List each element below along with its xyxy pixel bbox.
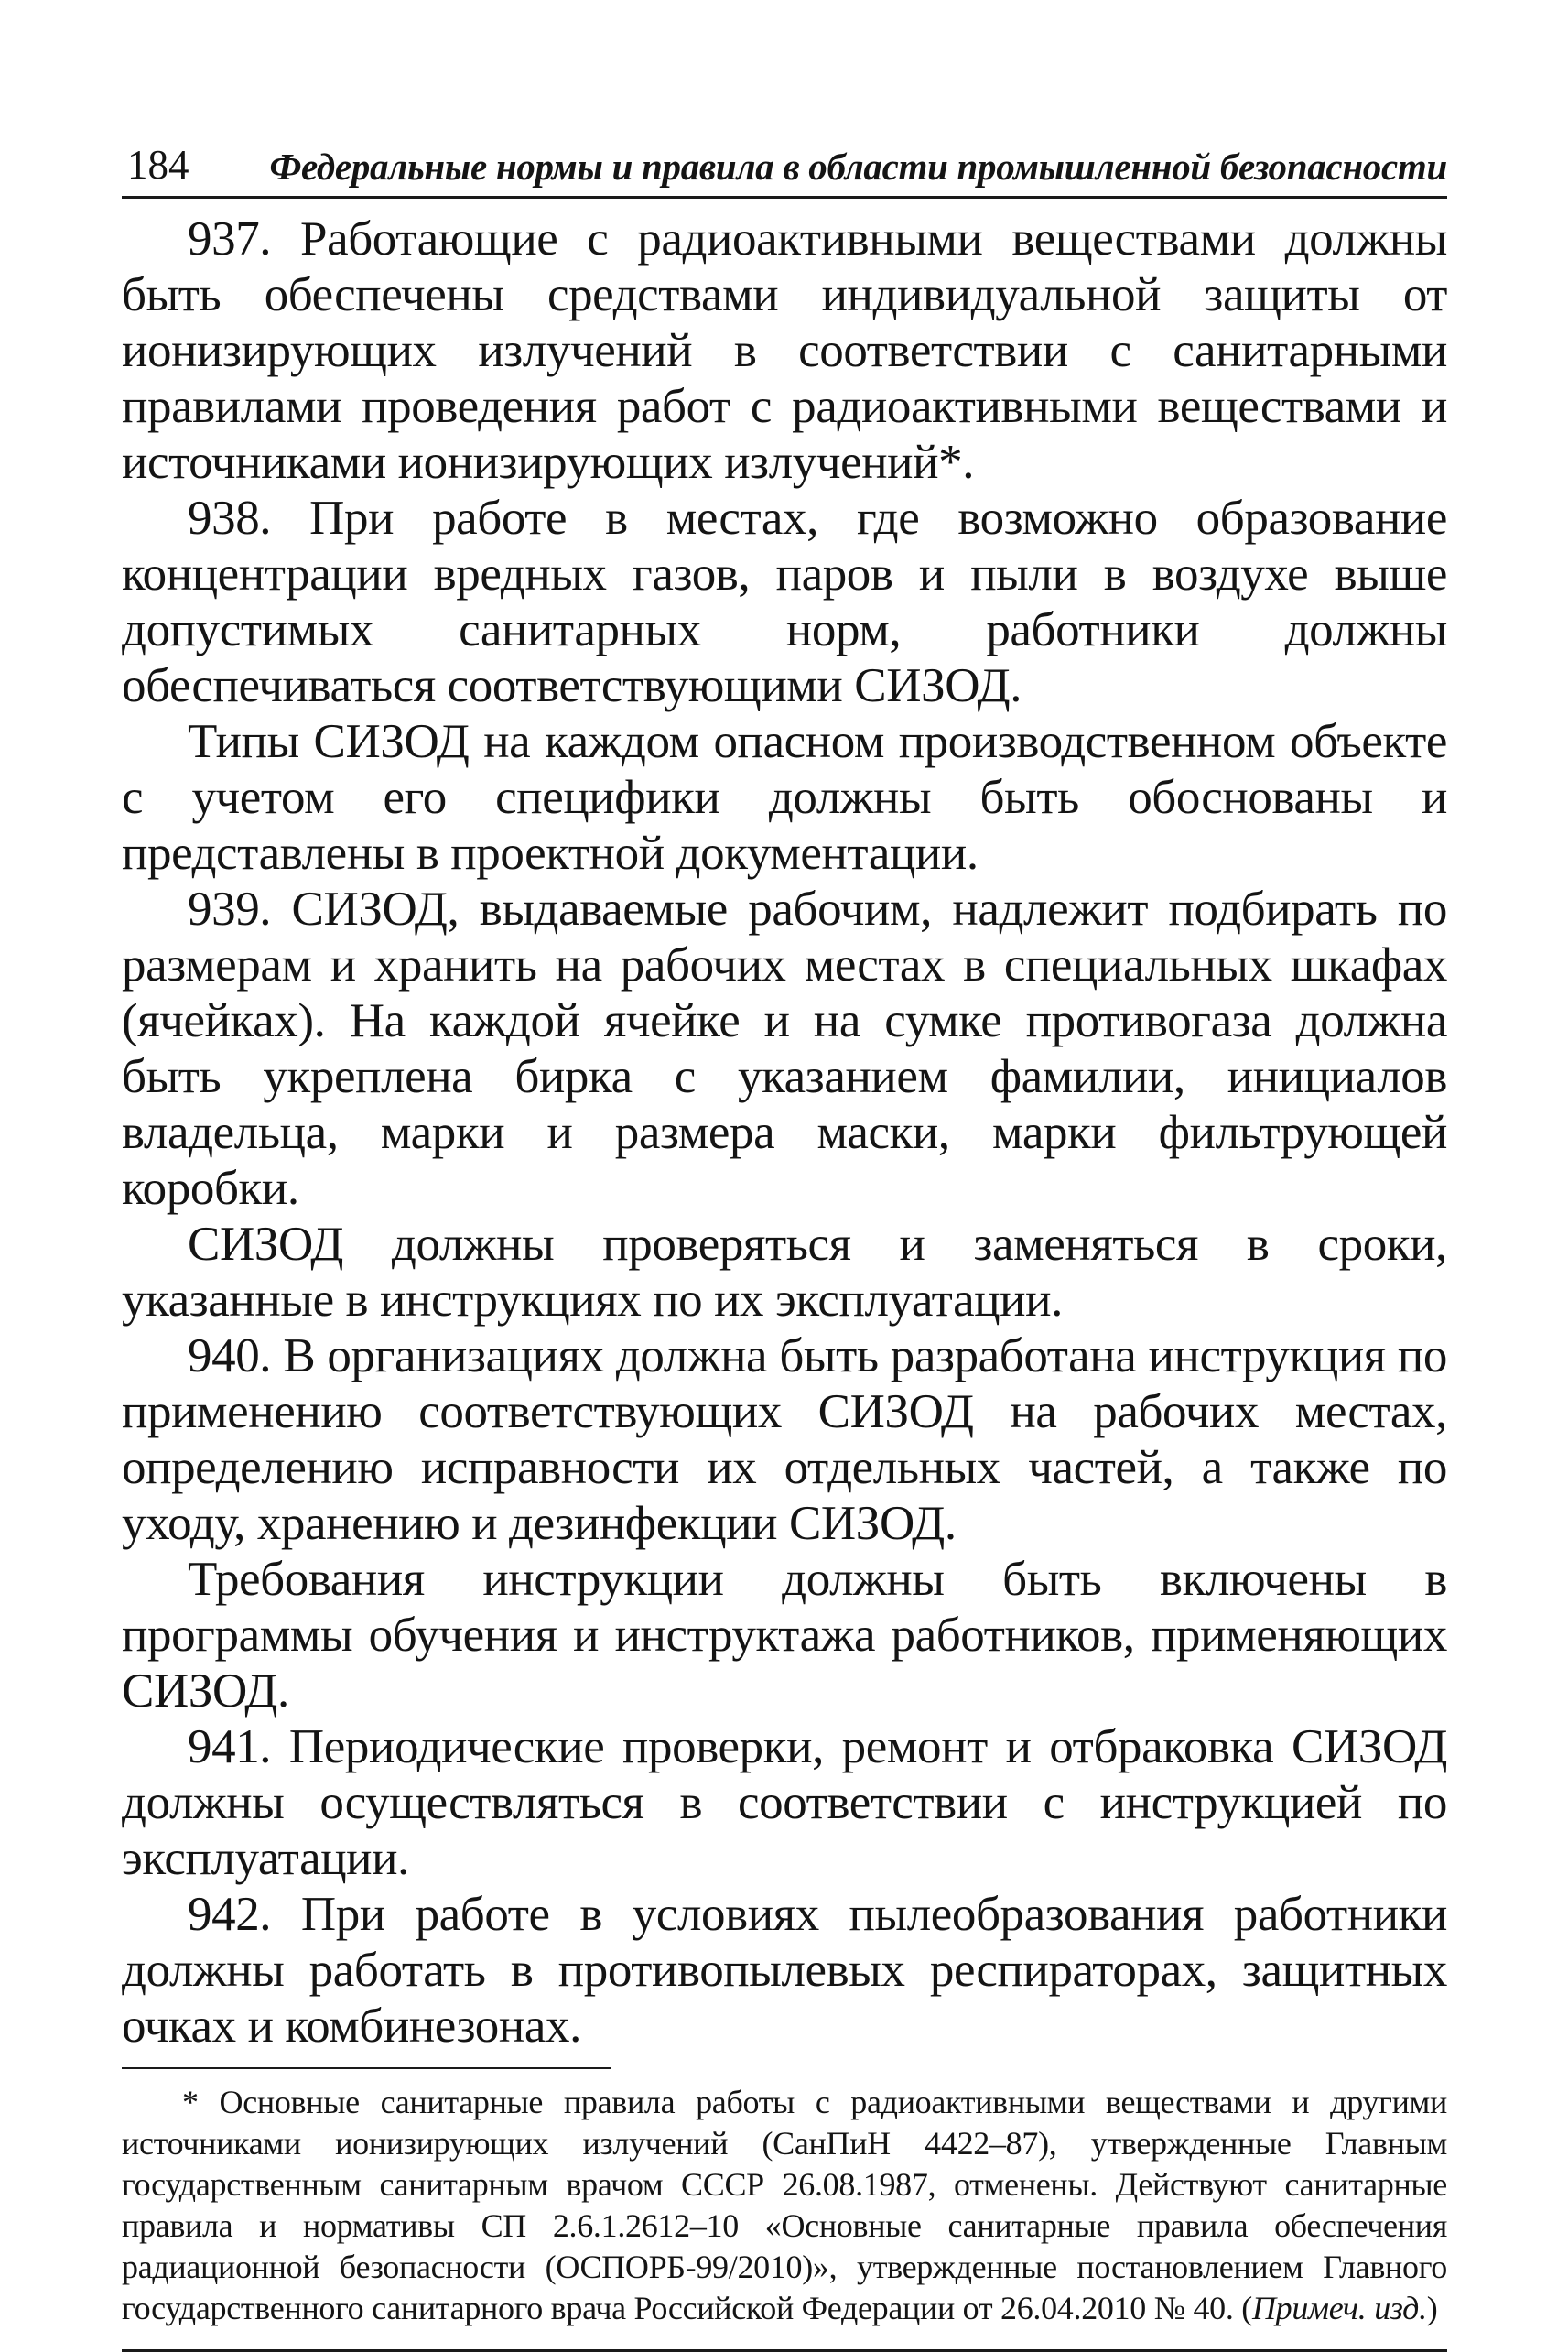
- editor-note: Примеч. изд.: [1251, 2290, 1427, 2326]
- page-number: 184: [127, 142, 189, 188]
- page-header: [122, 137, 1447, 199]
- footnote-close: ): [1426, 2290, 1438, 2326]
- paragraph-940: 940. В организациях должна быть разработана инструкция по применению соответствующих СИЗОД на рабочих местах, определению исправности их отдельных частей, а также по уходу, хранению и дезинфекции СИЗОД.: [122, 1329, 1447, 1550]
- footnote: [122, 2082, 1447, 2329]
- footnote-text: * Основные санитарные правила работы с радиоактивными веществами и другими источниками ионизирующих излучений (СанПиН 4422–87), утвержденные Главным государственным санитарным врачом СССР 26.08.1987, отменены. Действуют санитарные правила и нормативы СП 2.6.1.2612–10 «Основные санитарные правила обеспечения радиационной безопасности (ОСПОРБ-99/2010)», утвержденные постановлением Главного государственного санитарного врача Российской Федерации от 26.04.2010 № 40. (: [122, 2084, 1447, 2326]
- main-text: [122, 211, 1447, 2054]
- paragraph-939-checks: СИЗОД должны проверяться и заменяться в сроки, указанные в инструкциях по их эксплуатации.: [122, 1218, 1447, 1327]
- footnote-separator: [122, 2067, 611, 2069]
- paragraph-942: 942. При работе в условиях пылеобразования работники должны работать в противопылевых респираторах, защитных очках и комбинезонах.: [122, 1888, 1447, 2053]
- paragraph-941: 941. Периодические проверки, ремонт и отбраковка СИЗОД должны осуществляться в соответствии с инструкцией по эксплуатации.: [122, 1720, 1447, 1885]
- book-page: [122, 137, 1447, 2352]
- paragraph-937: 937. Работающие с радиоактивными веществами должны быть обеспечены средствами индивидуальной защиты от ионизирующих излучений в соответствии с санитарными правилами проведения работ с радиоактивными веществами и источниками ионизирующих излучений*.: [122, 212, 1447, 489]
- paragraph-939: 939. СИЗОД, выдаваемые рабочим, надлежит подбирать по размерам и хранить на рабочих местах в специальных шкафах (ячейках). На каждой ячейке и на сумке противогаза должна быть укреплена бирка с указанием фамилии, инициалов владельца, марки и размера маски, марки фильтрующей коробки.: [122, 883, 1447, 1215]
- paragraph-938-sizod-types: Типы СИЗОД на каждом опасном производственном объекте с учетом его специфики должны быть обоснованы и представлены в проектной документации.: [122, 715, 1447, 880]
- paragraph-940-training: Требования инструкции должны быть включены в программы обучения и инструктажа работников, применяющих СИЗОД.: [122, 1553, 1447, 1718]
- paragraph-938: 938. При работе в местах, где возможно образование концентрации вредных газов, паров и пыли в воздухе выше допустимых санитарных норм, работники должны обеспечиваться соответствующими СИЗОД.: [122, 492, 1447, 712]
- running-title: Федеральные нормы и правила в области промышленной безопасности: [269, 146, 1447, 188]
